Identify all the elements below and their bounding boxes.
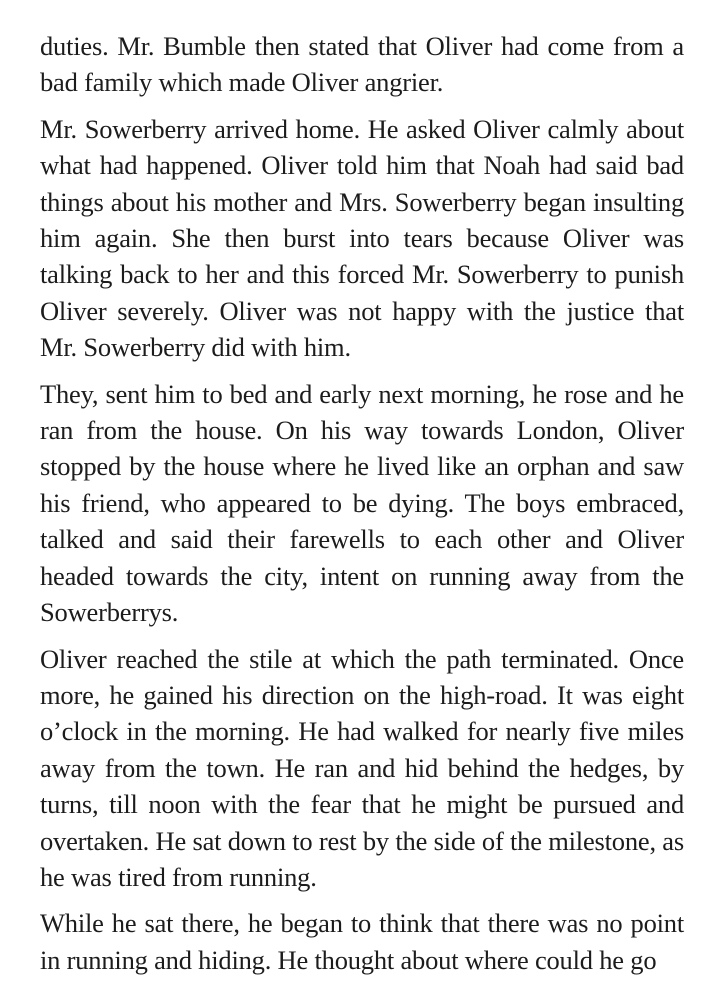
paragraph-3: They, sent him to bed and early next morning, he rose and he ran from the house. On his way towards London, Oliver stopped by the house where he lived like an orphan and saw his friend, who appeared to be dying. The boys embraced, talked and said their farewells to each other and Oliver headed towards the city, intent on running away from the Sowerberrys.: [40, 378, 684, 628]
paragraph-2: Mr. Sowerberry arrived home. He asked Oliver calmly about what had happened. Oliver told him that Noah had said bad things about his mother and Mrs. Sowerberry began insulting him again. She then burst into tears because Oliver was talking back to her and this forced Mr. Sowerberry to punish Oliver severely. Oliver was not happy with the justice that Mr. Sowerberry did with him.: [40, 113, 684, 363]
paragraph-1: duties. Mr. Bumble then stated that Oliver had come from a bad family which made Oliver angrier.: [40, 31, 684, 98]
paragraph-4: Oliver reached the stile at which the path terminated. Once more, he gained his direction on the high-road. It was eight o’clock in the morning. He had walked for nearly five miles away from the town. He ran and hid behind the hedges, by turns, till noon with the fear that he might be pursued and overtaken. He sat down to rest by the side of the milestone, as he was tired from running.: [40, 643, 684, 892]
paragraph-5: While he sat there, he began to think that there was no point in running and hiding. He thought about where could he go: [40, 908, 684, 975]
